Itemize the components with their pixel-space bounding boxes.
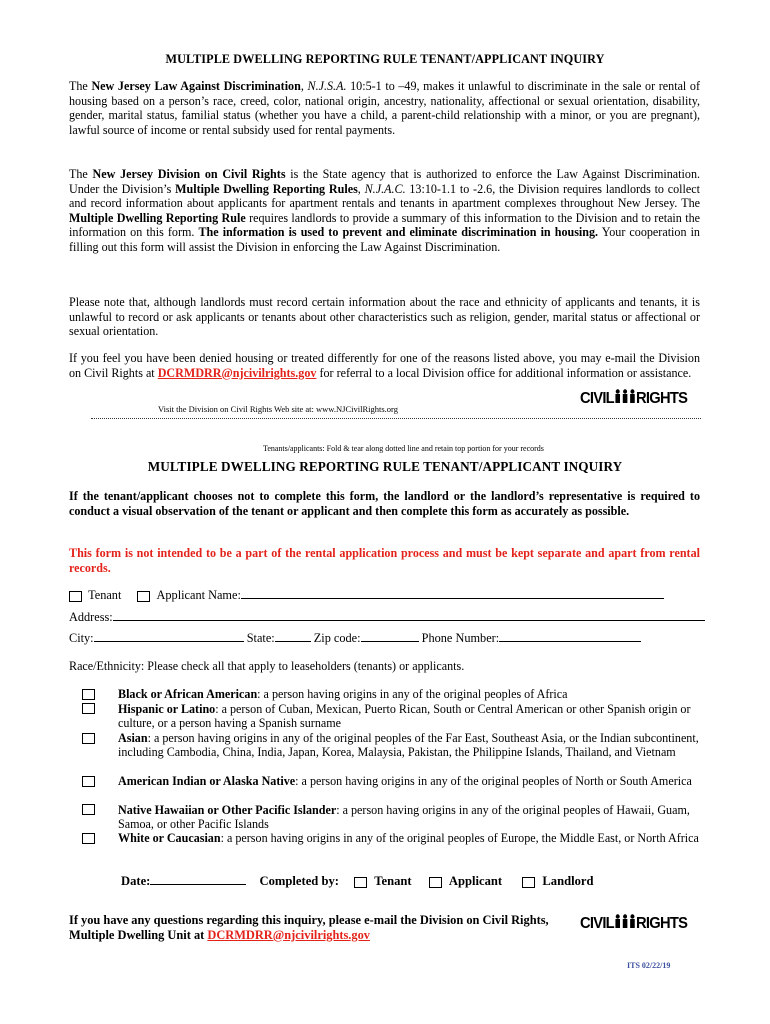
completed-by-applicant-checkbox[interactable] bbox=[429, 877, 442, 888]
address-label: Address: bbox=[69, 610, 113, 624]
race-description: : a person having origins in any of the original peoples of Europe, the Middle East, or North Africa bbox=[220, 831, 699, 845]
logo-right: RIGHTS bbox=[636, 390, 688, 407]
date-field[interactable] bbox=[150, 873, 246, 885]
completed-by-tenant-label: Tenant bbox=[374, 874, 412, 888]
phone-label: Phone Number: bbox=[421, 631, 500, 645]
text: , bbox=[357, 181, 365, 196]
city-label: City: bbox=[69, 631, 94, 645]
footer-contact bbox=[69, 913, 559, 942]
text: requires landlords to provide a summary of this information to the Division and to retain the information on this form. bbox=[69, 210, 700, 240]
race-option-american-indian bbox=[118, 774, 700, 789]
law-name: New Jersey Law Against Discrimination bbox=[91, 79, 301, 93]
race-checkbox-white[interactable] bbox=[82, 833, 95, 844]
text: , bbox=[300, 79, 308, 93]
footer-email-link[interactable]: DCRMDRR@njcivilrights.gov bbox=[207, 927, 370, 942]
name-row bbox=[69, 587, 664, 603]
text: 13:10-1.1 to -2.6, the Division requires landlords to collect and record information about applicants for apartment rentals and tenants in apartment complexes throughout New Jersey. The bbox=[69, 181, 700, 211]
statute: N.J.S.A. bbox=[307, 79, 347, 93]
zip-label: Zip code: bbox=[313, 631, 361, 645]
race-description: : a person having origins in any of the original peoples of the Far East, Southeast Asia, or the Indian subcontinent, including Cambodia, China, India, Japan, Korea, Malaysia, Pakistan, the Philippine Islands, Thailand, and Vietnam bbox=[118, 730, 699, 759]
race-option-pacific-islander bbox=[118, 803, 700, 832]
email-link[interactable]: DCRMDRR@njcivilrights.gov bbox=[157, 365, 317, 380]
civil-rights-logo bbox=[580, 389, 687, 408]
rule-name: Multiple Dwelling Reporting Rule bbox=[69, 210, 246, 225]
text: Your cooperation in filling out this form will assist the Division in enforcing the Law Against Discrimination. bbox=[69, 225, 700, 254]
race-checkbox-black[interactable] bbox=[82, 689, 95, 700]
completed-by-landlord-label: Landlord bbox=[542, 874, 594, 888]
tenant-checkbox[interactable] bbox=[69, 591, 82, 602]
text: If you feel you have been denied housing or treated differently for one of the reasons listed above, you may e-mail the Division on Civil Rights at bbox=[69, 351, 700, 380]
tear-line bbox=[91, 418, 701, 419]
warning-text: This form is not intended to be a part of the rental application process and must be kept separate and apart from rental records. bbox=[69, 546, 700, 575]
form-code: ITS 02/22/19 bbox=[627, 961, 671, 970]
city-row bbox=[69, 630, 641, 646]
race-description: : a person of Cuban, Mexican, Puerto Rican, South or Central American or other Spanish origin or culture, or a person having a Spanish surname bbox=[118, 701, 691, 730]
completed-by-label: Completed by: bbox=[259, 874, 339, 888]
tenant-label: Tenant bbox=[88, 588, 122, 602]
people-icon bbox=[614, 389, 636, 403]
date-label: Date: bbox=[121, 874, 151, 888]
race-checkbox-hispanic[interactable] bbox=[82, 703, 95, 714]
race-name: Asian bbox=[118, 730, 148, 745]
race-prompt: Race/Ethnicity: Please check all that apply to leaseholders (tenants) or applicants. bbox=[69, 659, 465, 673]
division-paragraph bbox=[69, 167, 700, 255]
race-checkbox-pacific-islander[interactable] bbox=[82, 804, 95, 815]
applicant-name-field[interactable] bbox=[241, 587, 664, 599]
race-name: American Indian or Alaska Native bbox=[118, 773, 296, 788]
text: If you have any questions regarding this inquiry, please e-mail the Division on Civil Rights, Multiple Dwelling Unit at bbox=[69, 913, 549, 942]
people-icon bbox=[614, 914, 636, 928]
text: 10:5-1 to –49, makes it unlawful to discriminate in the sale or rental of housing based on a person’s race, creed, color, national origin, ancestry, nationality, affectional or sexual orientation, disability, gender, marital status, familial status (whether you have a child, a parent-child relationship with a minor, or you are pregnant), lawful source of income or rental subsidy used for rental payments. bbox=[69, 79, 701, 137]
phone-field[interactable] bbox=[499, 630, 641, 642]
race-name: Black or African American bbox=[118, 687, 258, 701]
race-description: : a person having origins in any of the original peoples of Africa bbox=[257, 687, 568, 701]
division-name: New Jersey Division on Civil Rights bbox=[92, 167, 286, 181]
fold-note: Tenants/applicants: Fold & tear along dotted line and retain top portion for your records bbox=[263, 444, 544, 453]
code: N.J.A.C. bbox=[364, 181, 406, 196]
race-description: : a person having origins in any of the original peoples of Hawaii, Guam, Samoa, or other Pacific Islands bbox=[118, 802, 690, 831]
completed-by-applicant-label: Applicant bbox=[448, 874, 503, 888]
completed-by-landlord-checkbox[interactable] bbox=[522, 877, 535, 888]
purpose-statement: The information is used to prevent and eliminate discrimination in housing. bbox=[198, 225, 599, 240]
website-note: Visit the Division on Civil Rights Web site at: www.NJCivilRights.org bbox=[158, 404, 398, 414]
state-field[interactable] bbox=[275, 630, 311, 642]
instruction-text: If the tenant/applicant chooses not to complete this form, the landlord or the landlord’s representative is required to conduct a visual observation of the tenant or applicant and then complete this form as accurately as possible. bbox=[69, 489, 700, 518]
rules-name: Multiple Dwelling Reporting Rules bbox=[175, 181, 358, 196]
text: The bbox=[69, 167, 93, 181]
race-option-white bbox=[118, 831, 700, 846]
race-option-black bbox=[118, 687, 700, 702]
zip-field[interactable] bbox=[361, 630, 419, 642]
applicant-checkbox[interactable] bbox=[137, 591, 150, 602]
logo-left: CIVIL bbox=[580, 390, 614, 407]
race-option-asian bbox=[118, 731, 700, 760]
law-paragraph bbox=[69, 79, 700, 137]
address-field[interactable] bbox=[113, 609, 705, 621]
form-title: MULTIPLE DWELLING REPORTING RULE TENANT/APPLICANT INQUIRY bbox=[147, 459, 623, 474]
applicant-name-label: Applicant Name: bbox=[156, 588, 241, 602]
completion-row bbox=[121, 873, 594, 889]
state-label: State: bbox=[246, 631, 275, 645]
address-row bbox=[69, 609, 705, 625]
race-name: Native Hawaiian or Other Pacific Islander bbox=[118, 802, 337, 817]
text: The bbox=[69, 79, 92, 93]
race-name: Hispanic or Latino bbox=[118, 701, 216, 716]
city-field[interactable] bbox=[94, 630, 244, 642]
race-description: : a person having origins in any of the original peoples of North or South America bbox=[295, 773, 692, 788]
logo-left: CIVIL bbox=[580, 915, 614, 932]
completed-by-tenant-checkbox[interactable] bbox=[354, 877, 367, 888]
notice-paragraph: Please note that, although landlords must record certain information about the race and ethnicity of applicants and tenants, it is unlawful to record or ask applicants or tenants about other characteristics such as religion, gender, marital status or affectional or sexual orientation. bbox=[69, 295, 700, 339]
race-option-hispanic bbox=[118, 702, 700, 731]
page-title: MULTIPLE DWELLING REPORTING RULE TENANT/APPLICANT INQUIRY bbox=[165, 52, 605, 66]
text: is the State agency that is authorized to enforce the Law Against Discrimination. Under the Division’s bbox=[69, 167, 701, 196]
race-name: White or Caucasian bbox=[118, 831, 221, 845]
logo-right: RIGHTS bbox=[636, 915, 688, 932]
race-checkbox-american-indian[interactable] bbox=[82, 776, 95, 787]
text: for referral to a local Division office for additional information or assistance. bbox=[316, 365, 692, 380]
civil-rights-logo-footer bbox=[580, 914, 687, 933]
race-checkbox-asian[interactable] bbox=[82, 733, 95, 744]
contact-paragraph bbox=[69, 351, 700, 380]
